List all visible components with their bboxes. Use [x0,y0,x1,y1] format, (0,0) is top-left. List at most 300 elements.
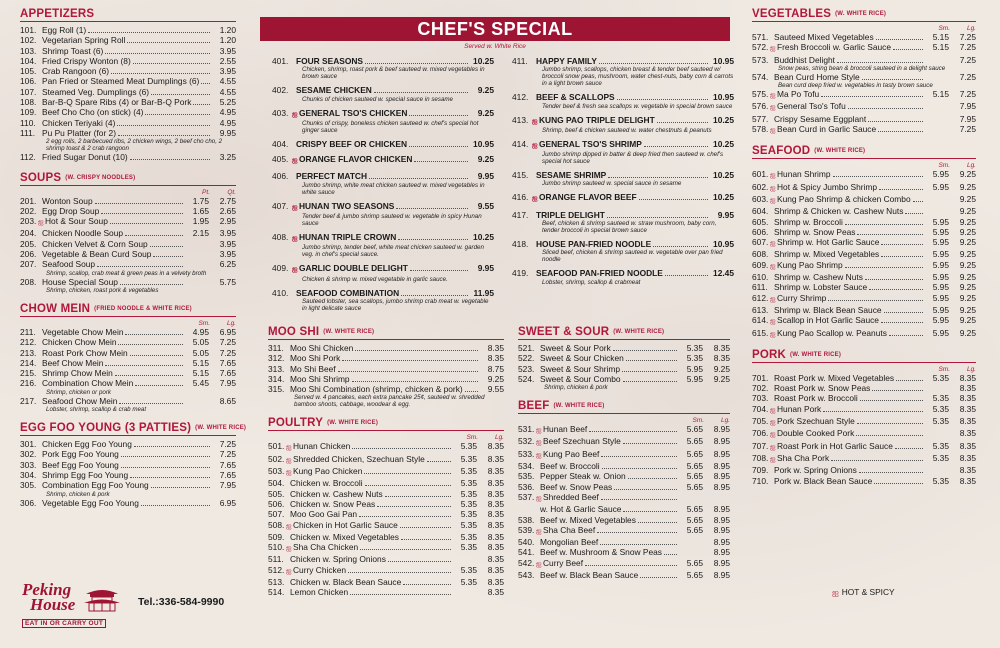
item-number: 203. [20,216,37,227]
item-name [42,396,117,406]
menu-item-row [752,124,976,136]
item-name-text: General Tso's Tofu [777,101,846,112]
dot-leader [828,300,923,301]
item-name-text: HUNAN TWO SEASONS [299,200,395,211]
menu-item-row [518,343,730,353]
menu-item-row [752,293,976,305]
item-name-text: Bean Curd in Garlic Sauce [777,124,877,135]
price-small: 5.15 [192,368,209,379]
price-large: 8.35 [713,353,730,364]
price: 10.95 [713,239,734,250]
price-large: 8.35 [487,509,504,520]
item-name-text: SEAFOOD COMBINATION [296,287,400,298]
item-number: 578. [752,124,769,135]
item-number: 576. [752,101,769,112]
column-left [20,8,247,517]
price: 10.25 [473,56,494,66]
item-name [770,169,831,181]
dot-leader [857,234,923,235]
price-large: 8.95 [713,547,730,558]
menu-item-row [752,237,976,249]
item-name [540,374,621,384]
dot-leader [364,473,451,474]
item-name [42,249,151,259]
item-name [42,66,109,76]
item-name [42,46,103,56]
item-name [536,436,621,448]
size-small-label: Sm. [692,417,704,425]
price-large: 7.65 [219,357,236,368]
item-name-text: Kung Pao Shrimp [777,259,843,270]
item-name [540,461,600,471]
item-number: 613. [752,304,769,315]
item-description: Jumbo shrimp, white meat chicken sauteed w. mixed vegetables in white sauce [302,181,485,196]
item-name [286,441,351,453]
dot-leader [359,516,451,517]
item-name-text: Shrimp & Chicken w. Cashew Nuts [774,206,904,217]
item-number: 541. [518,547,535,558]
chili-icon: ஐ [770,172,776,180]
item-name-text: Pork w. Spring Onions [774,465,857,476]
item-name [42,498,139,508]
menu-item-row [272,108,494,120]
item-number: 415. [512,170,529,181]
item-number: 710. [752,475,769,486]
item-name [774,393,858,403]
dot-leader [623,511,677,512]
item-name [774,373,894,383]
item-number: 207. [20,259,37,270]
item-number: 208. [20,276,37,287]
item-name [770,181,878,194]
menu-item-row [20,368,236,378]
item-number: 702. [752,383,769,394]
item-description: Chicken & shrimp w. mixed vegetable in garlic sauce. [302,275,448,283]
menu-item-row [20,118,236,128]
item-name-text: Shrimp Chow Mein [42,368,113,379]
menu-item-row [518,570,730,580]
item-name [42,439,132,449]
price-large: 9.25 [959,237,976,248]
dot-leader [133,63,210,64]
dot-leader [831,460,923,461]
dot-leader [878,131,923,132]
dot-leader [869,289,923,290]
price: 9.95 [477,171,494,182]
section-title [268,417,504,431]
menu-item-row [268,466,504,478]
item-name-text: ORANGE FLAVOR BEEF [539,192,637,203]
price-large: 5.75 [219,276,236,287]
item-number: 105. [20,66,37,77]
dot-leader [602,468,677,469]
item-number: 407. [272,200,289,211]
price: 10.95 [713,92,734,103]
dot-leader [409,146,468,147]
dot-leader [657,122,708,123]
dot-leader [608,177,708,178]
item-name-text: Roast Pork w. Snow Peas [774,383,871,394]
dot-leader [388,561,451,562]
item-description: Chunks of crispy, boneless chicken sauteed w. chef's special hot ginger sauce [302,119,479,134]
size-small-label: Sm. [938,365,950,373]
menu-item-row [268,499,504,509]
menu-item-row [518,482,730,492]
item-name [42,196,93,206]
item-name [536,239,651,249]
dot-leader [365,485,451,486]
dot-leader [601,499,677,500]
item-number: 102. [20,35,37,46]
price-small: 1.20 [219,35,236,46]
dot-leader [881,322,923,323]
menu-item-row [518,547,730,557]
item-number: 412. [512,92,529,103]
price-small: 1.95 [192,216,209,227]
dot-leader [118,344,183,345]
item-number: 601. [752,169,769,180]
item-name-text: Fresh Broccoli w. Garlic Sauce [777,42,892,53]
item-number: 202. [20,205,37,216]
dot-leader [97,266,183,267]
menu-item-row [20,249,236,259]
item-name-text: Shrimp w. Lobster Sauce [774,282,868,293]
dot-leader [153,256,183,257]
price-small: 8.35 [487,343,504,353]
price-small: 5.35 [460,441,477,452]
price-small: 3.95 [219,66,236,77]
price-small: 2.15 [192,228,209,239]
price-small: 5.65 [686,436,703,447]
menu-item-row [20,348,236,358]
menu-item-row [752,72,976,82]
special-item [272,56,494,80]
menu-item-row [268,364,504,374]
price-small: 5.35 [460,466,477,477]
menu-item-row [518,461,730,471]
item-name [42,87,149,97]
dot-leader [401,295,468,296]
price-large: 7.25 [959,42,976,53]
item-name-text: Kung Pao Shrimp & chicken Combo [777,193,911,204]
item-number: 704. [752,403,769,414]
price-small: 5.95 [932,169,949,180]
section-title [268,326,504,340]
section-title-text: SWEET & SOUR [518,326,610,338]
chili-icon: ஐ [536,560,542,568]
item-name-text: Steamed Veg. Dumplings (6) [42,86,150,97]
price-large: 8.35 [487,466,504,477]
item-name [292,200,395,213]
dot-leader [856,435,923,436]
price-small: 5.95 [686,363,703,374]
item-name [296,56,363,66]
menu-item-row [518,492,730,504]
chili-icon: ஐ [770,443,776,451]
item-name-text: Beef Cho Cho (on stick) (4) [42,107,144,118]
dot-leader [352,448,451,449]
price-small: 5.05 [192,347,209,358]
dot-leader [352,381,478,382]
item-name-text: PERFECT MATCH [296,171,368,182]
menu-item-row [20,327,236,337]
item-name [290,587,348,597]
price: 10.25 [713,170,734,181]
special-item [272,171,494,195]
item-name-text: Kung Pao Beef [543,448,600,459]
dot-leader [876,39,923,40]
item-name [536,210,605,220]
dot-leader [640,577,677,578]
item-name-text: Ma Po Tofu [777,89,820,100]
price-small: 5.65 [686,481,703,492]
menu-item-row [20,216,236,228]
price-small: 5.95 [932,237,949,248]
price-large: 7.95 [959,101,976,112]
item-description: Served w. 4 pancakes, each extra pancake 25¢, sauteed w. shredded bamboo shoots, cabbage, woodear & egg. [294,394,485,409]
price-large: 8.35 [959,452,976,463]
price-large: 7.25 [219,347,236,358]
price-small: 5.35 [932,403,949,414]
chili-icon: ஐ [292,157,298,165]
item-name [296,139,407,149]
item-number: 706. [752,428,769,439]
dot-leader [884,312,923,313]
special-item [272,201,494,227]
item-name-text: Egg Roll (1) [42,25,87,35]
price-column-header [268,434,504,441]
item-description: Jumbo shrimp sauteed w. special sauce in sesame [542,180,682,188]
dot-leader [833,176,923,177]
price-large: 9.25 [959,206,976,217]
price-large: 8.35 [487,554,504,565]
special-item [512,192,734,204]
price-large: 8.35 [959,440,976,451]
price-large: 8.35 [487,498,504,509]
menu-item-row [20,439,236,449]
price-large: 7.25 [959,71,976,82]
dot-leader [125,334,183,335]
item-number: 104. [20,55,37,66]
item-description: Chunks of chicken sauteed w. special sauce in sesame [302,95,453,103]
item-name [774,249,879,259]
item-number: 419. [512,268,529,279]
dot-leader [115,375,183,376]
item-name [290,374,350,384]
item-name [770,193,911,206]
size-small-label: Sm. [938,25,950,32]
egg-foo-young-section [20,422,247,508]
item-name-text: Shrimp Egg Foo Young [42,469,129,480]
price-large: 7.95 [959,113,976,124]
dot-leader [623,443,677,444]
price-small: 5.95 [932,282,949,293]
item-name [540,471,626,481]
item-number: 216. [20,378,37,389]
item-name-text: Shrimp w. Mixed Vegetables [774,249,880,260]
item-number: 201. [20,195,37,206]
item-name-text: Beef Egg Foo Young [42,459,119,470]
item-number: 111. [20,127,36,138]
menu-item-row [518,558,730,570]
item-name [290,509,357,519]
item-number: 217. [20,395,37,406]
dot-leader [628,478,677,479]
menu-item-row [272,139,494,149]
item-number: 533. [518,448,535,459]
menu-item-row [752,55,976,65]
price-column-header [518,417,730,424]
price-small: 5.65 [686,557,703,568]
price-small: 5.65 [686,570,703,581]
price-small: 5.95 [932,181,949,192]
menu-item-row [20,56,236,66]
menu-item-row [752,89,976,101]
dot-leader [409,115,468,116]
item-name-text: Pepper Steak w. Onion [540,471,626,482]
price-large: 8.95 [713,461,730,472]
price-large: 8.95 [713,448,730,459]
dot-leader [342,360,478,361]
menu-item-row [268,384,504,394]
price-large: 7.25 [959,89,976,100]
dot-leader [369,178,468,179]
price-small: 5.35 [932,475,949,486]
item-name [290,343,353,353]
menu-item-row [512,268,734,278]
dot-leader [414,161,468,162]
price-small: 9.55 [487,384,504,395]
chili-icon: ஐ [770,104,776,112]
item-name-text: Chicken w. Mixed Vegetables [290,531,399,542]
item-number: 709. [752,465,769,476]
item-name [770,452,830,465]
chili-icon: ஐ [536,439,542,447]
item-number: 103. [20,45,37,56]
price-small: 5.35 [460,498,477,509]
section-title [20,8,236,22]
item-name-text: Shrimp w. Hot Garlic Sauce [777,237,880,248]
section-title-text: MOO SHI [268,326,320,338]
item-number: 612. [752,292,769,303]
menu-item-row [268,509,504,519]
price-small: 5.95 [932,315,949,326]
price-large: 8.95 [713,537,730,548]
item-number: 524. [518,373,535,384]
item-name-text: Beef w. Black Bean Sauce [540,570,639,581]
item-number: 417. [512,209,529,220]
price-small: 9.25 [487,373,504,384]
item-number: 504. [268,478,285,489]
item-number: 409. [272,263,289,274]
chili-icon: ஐ [292,235,298,243]
dot-leader [360,549,451,550]
price-large: 8.35 [487,587,504,598]
menu-item-row [268,542,504,554]
price-small: 5.35 [460,478,477,489]
item-name [540,504,621,514]
item-description: Beef, chicken & shrimp sauteed w. straw mushroom, baby corn, tender broccoli in special brown sauce [542,220,717,235]
menu-item-row [20,470,236,480]
price-small: 5.35 [460,577,477,588]
price-large: 8.95 [713,514,730,525]
item-description: Jumbo shrimp dipped in batter & deep fried then sauteed w. chef's special hot sauce [542,151,724,166]
dot-leader [881,244,923,245]
dot-leader [355,350,478,351]
item-name-text: Bar-B-Q Spare Ribs (4) or Bar-B-Q Pork [42,97,192,108]
price-large: 9.25 [959,181,976,192]
item-name-text: Vegetable Chow Mein [42,326,124,337]
dot-leader [400,527,451,528]
item-number: 505. [268,488,285,499]
dot-leader [617,99,708,100]
price-large: 8.95 [713,557,730,568]
section-title-text: PORK [752,348,787,361]
price-large: 2.95 [219,216,236,227]
menu-item-row [512,170,734,180]
item-number: 602. [752,181,769,192]
item-name [540,482,612,492]
item-name [290,499,375,509]
price-large: 8.35 [959,465,976,476]
chili-icon: ஐ [770,318,776,326]
menu-item-row [752,453,976,465]
item-number: 538. [518,514,535,525]
sweet-sour-section [518,326,730,391]
item-name [536,524,596,537]
item-number: 532. [518,436,535,447]
item-number: 305. [20,480,37,491]
item-name [42,228,123,238]
dot-leader [118,135,210,136]
item-name [292,154,413,166]
price-small: 8.75 [487,363,504,374]
menu-item-row [268,489,504,499]
restaurant-logo [22,582,122,636]
item-name [774,206,903,216]
chili-icon: ஐ [292,203,298,211]
item-name-text: Beef w. Mushroom & Snow Peas [540,547,662,558]
menu-item-row [20,206,236,216]
dot-leader [427,461,451,462]
dot-leader [396,208,468,209]
price-small: 5.95 [932,292,949,303]
item-number: 701. [752,372,769,383]
size-small-label: Sm. [466,434,478,442]
price-small: 5.95 [932,226,949,237]
size-small-label: Sm. [938,162,950,170]
item-name [290,478,363,488]
dot-leader [600,544,677,545]
item-name-text: Shrimp w. Snow Peas [774,226,856,237]
item-name-text: HAPPY FAMILY [536,56,597,66]
item-number: 540. [518,537,535,548]
chili-icon: ஐ [770,127,776,135]
menu-item-row [752,114,976,124]
special-item [512,210,734,234]
item-description: Shrimp, beef & chicken sauteed w. water chestnuts & peanuts [542,126,712,134]
dot-leader [385,496,451,497]
item-name-text: Sweet & Sour Chicken [540,353,624,364]
dot-leader [865,279,923,280]
item-number: 537. [518,491,535,502]
item-name-text: Shrimp w. Broccoli [774,216,843,227]
item-name [42,128,116,138]
price: 9.25 [477,154,494,165]
menu-item-row [518,471,730,481]
special-item [512,170,734,187]
item-number: 110. [20,117,36,128]
